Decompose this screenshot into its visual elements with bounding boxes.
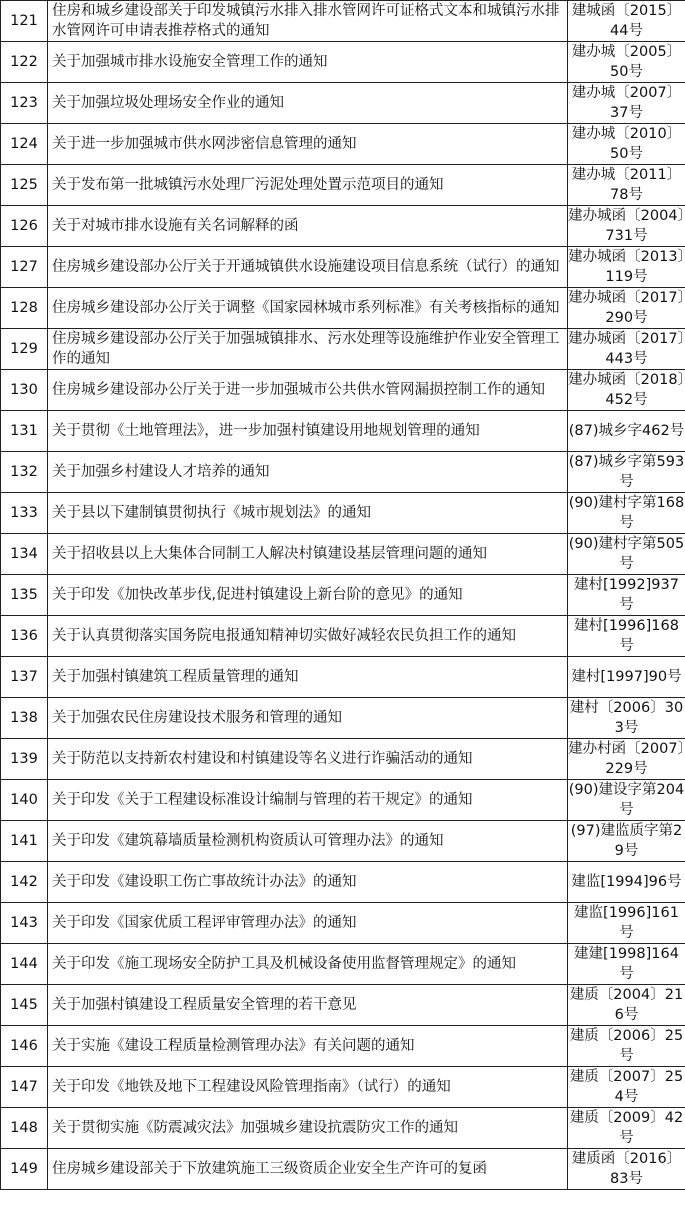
row-number: 129: [1, 329, 48, 370]
row-number: 137: [1, 657, 48, 698]
document-code: 建办城〔2005〕50号: [568, 42, 685, 83]
table-row: [1, 329, 685, 370]
table-row: [1, 247, 685, 288]
row-number: 127: [1, 247, 48, 288]
table-row: [1, 370, 685, 411]
row-number: 130: [1, 370, 48, 411]
row-number: 122: [1, 42, 48, 83]
row-number: 123: [1, 83, 48, 124]
document-code: (90)建村字第168号: [568, 493, 685, 534]
document-code: (90)建设字第204号: [568, 780, 685, 821]
document-code: 建村〔2006〕303号: [568, 698, 685, 739]
document-code: 建村[1997]90号: [568, 657, 685, 698]
document-code: (97)建监质字第29号: [568, 821, 685, 862]
row-number: 131: [1, 411, 48, 452]
table-row: [1, 165, 685, 206]
document-code: 建质〔2009〕42号: [568, 1108, 685, 1149]
document-code: 建质函〔2016〕83号: [568, 1149, 685, 1190]
row-number: 126: [1, 206, 48, 247]
document-title: 关于印发《建设职工伤亡事故统计办法》的通知: [48, 862, 568, 903]
table-row: [1, 944, 685, 985]
document-code: 建办城函〔2017〕290号: [568, 288, 685, 329]
table-row: [1, 575, 685, 616]
document-code: 建监[1996]161号: [568, 903, 685, 944]
document-title: 关于印发《关于工程建设标准设计编制与管理的若干规定》的通知: [48, 780, 568, 821]
table-row: [1, 1149, 685, 1190]
document-code: 建质〔2007〕254号: [568, 1067, 685, 1108]
table-row: [1, 903, 685, 944]
document-code: 建监[1994]96号: [568, 862, 685, 903]
row-number: 133: [1, 493, 48, 534]
row-number: 144: [1, 944, 48, 985]
document-title: 关于印发《地铁及地下工程建设风险管理指南》（试行）的通知: [48, 1067, 568, 1108]
table-row: [1, 411, 685, 452]
document-title: 关于印发《施工现场安全防护工具及机械设备使用监督管理规定》的通知: [48, 944, 568, 985]
document-title: 住房城乡建设部关于下放建筑施工三级资质企业安全生产许可的复函: [48, 1149, 568, 1190]
table-body: [1, 1, 685, 1190]
document-title: 关于贯彻《土地管理法》，进一步加强村镇建设用地规划管理的通知: [48, 411, 568, 452]
document-code: 建村[1996]168号: [568, 616, 685, 657]
table-row: [1, 452, 685, 493]
row-number: 121: [1, 1, 48, 42]
document-code: 建办城函〔2018〕452号: [568, 370, 685, 411]
table-row: [1, 124, 685, 165]
table-row: [1, 206, 685, 247]
row-number: 135: [1, 575, 48, 616]
document-code: 建办城〔2007〕37号: [568, 83, 685, 124]
document-code: 建城函〔2015〕44号: [568, 1, 685, 42]
document-title: 关于加强村镇建筑工程质量管理的通知: [48, 657, 568, 698]
row-number: 136: [1, 616, 48, 657]
document-title: 关于发布第一批城镇污水处理厂污泥处理处置示范项目的通知: [48, 165, 568, 206]
row-number: 138: [1, 698, 48, 739]
row-number: 149: [1, 1149, 48, 1190]
table-row: [1, 534, 685, 575]
document-title: 住房和城乡建设部关于印发城镇污水排入排水管网许可证格式文本和城镇污水排水管网许可申请表推荐格式的通知: [48, 1, 568, 42]
document-code: 建办村函〔2007〕229号: [568, 739, 685, 780]
document-code: (90)建村字第505号: [568, 534, 685, 575]
document-title: 关于加强村镇建设工程质量安全管理的若干意见: [48, 985, 568, 1026]
document-title: 关于对城市排水设施有关名词解释的函: [48, 206, 568, 247]
row-number: 125: [1, 165, 48, 206]
document-title: 关于印发《国家优质工程评审管理办法》的通知: [48, 903, 568, 944]
table-row: [1, 780, 685, 821]
document-title: 关于加强农民住房建设技术服务和管理的通知: [48, 698, 568, 739]
document-code: 建建[1998]164号: [568, 944, 685, 985]
table-row: [1, 288, 685, 329]
document-code: 建办城〔2010〕50号: [568, 124, 685, 165]
row-number: 139: [1, 739, 48, 780]
document-title: 关于加强城市排水设施安全管理工作的通知: [48, 42, 568, 83]
table-row: [1, 1026, 685, 1067]
table-row: [1, 862, 685, 903]
document-title: 关于认真贯彻落实国务院电报通知精神切实做好减轻农民负担工作的通知: [48, 616, 568, 657]
document-title: 关于防范以支持新农村建设和村镇建设等名义进行诈骗活动的通知: [48, 739, 568, 780]
document-title: 关于实施《建设工程质量检测管理办法》有关问题的通知: [48, 1026, 568, 1067]
document-code: (87)城乡字462号: [568, 411, 685, 452]
row-number: 143: [1, 903, 48, 944]
table-row: [1, 657, 685, 698]
row-number: 147: [1, 1067, 48, 1108]
document-title: 关于印发《建筑幕墙质量检测机构资质认可管理办法》的通知: [48, 821, 568, 862]
row-number: 124: [1, 124, 48, 165]
row-number: 146: [1, 1026, 48, 1067]
document-title: 关于加强垃圾处理场安全作业的通知: [48, 83, 568, 124]
table-row: [1, 1, 685, 42]
row-number: 128: [1, 288, 48, 329]
document-code: 建质〔2004〕216号: [568, 985, 685, 1026]
document-title: 关于印发《加快改革步伐,促进村镇建设上新台阶的意见》的通知: [48, 575, 568, 616]
document-title: 住房城乡建设部办公厅关于开通城镇供水设施建设项目信息系统（试行）的通知: [48, 247, 568, 288]
row-number: 132: [1, 452, 48, 493]
document-code: (87)城乡字第593号: [568, 452, 685, 493]
table-row: [1, 1067, 685, 1108]
table-row: [1, 83, 685, 124]
document-code: 建办城函〔2017〕443号: [568, 329, 685, 370]
row-number: 142: [1, 862, 48, 903]
document-title: 关于招收县以上大集体合同制工人解决村镇建设基层管理问题的通知: [48, 534, 568, 575]
row-number: 140: [1, 780, 48, 821]
table-row: [1, 985, 685, 1026]
row-number: 141: [1, 821, 48, 862]
table-row: [1, 698, 685, 739]
document-code: 建办城函〔2004〕731号: [568, 206, 685, 247]
document-title: 关于县以下建制镇贯彻执行《城市规划法》的通知: [48, 493, 568, 534]
table-row: [1, 493, 685, 534]
table-row: [1, 739, 685, 780]
row-number: 145: [1, 985, 48, 1026]
document-title: 住房城乡建设部办公厅关于调整《国家园林城市系列标准》有关考核指标的通知: [48, 288, 568, 329]
document-title: 住房城乡建设部办公厅关于加强城镇排水、污水处理等设施维护作业安全管理工作的通知: [48, 329, 568, 370]
document-code: 建村[1992]937号: [568, 575, 685, 616]
document-title: 住房城乡建设部办公厅关于进一步加强城市公共供水管网漏损控制工作的通知: [48, 370, 568, 411]
document-title: 关于贯彻实施《防震减灾法》加强城乡建设抗震防灾工作的通知: [48, 1108, 568, 1149]
table-row: [1, 42, 685, 83]
document-code: 建办城函〔2013〕119号: [568, 247, 685, 288]
table-row: [1, 821, 685, 862]
row-number: 134: [1, 534, 48, 575]
document-code: 建质〔2006〕25号: [568, 1026, 685, 1067]
row-number: 148: [1, 1108, 48, 1149]
table-row: [1, 1108, 685, 1149]
document-code: 建办城〔2011〕78号: [568, 165, 685, 206]
document-title: 关于进一步加强城市供水网涉密信息管理的通知: [48, 124, 568, 165]
document-title: 关于加强乡村建设人才培养的通知: [48, 452, 568, 493]
table-row: [1, 616, 685, 657]
